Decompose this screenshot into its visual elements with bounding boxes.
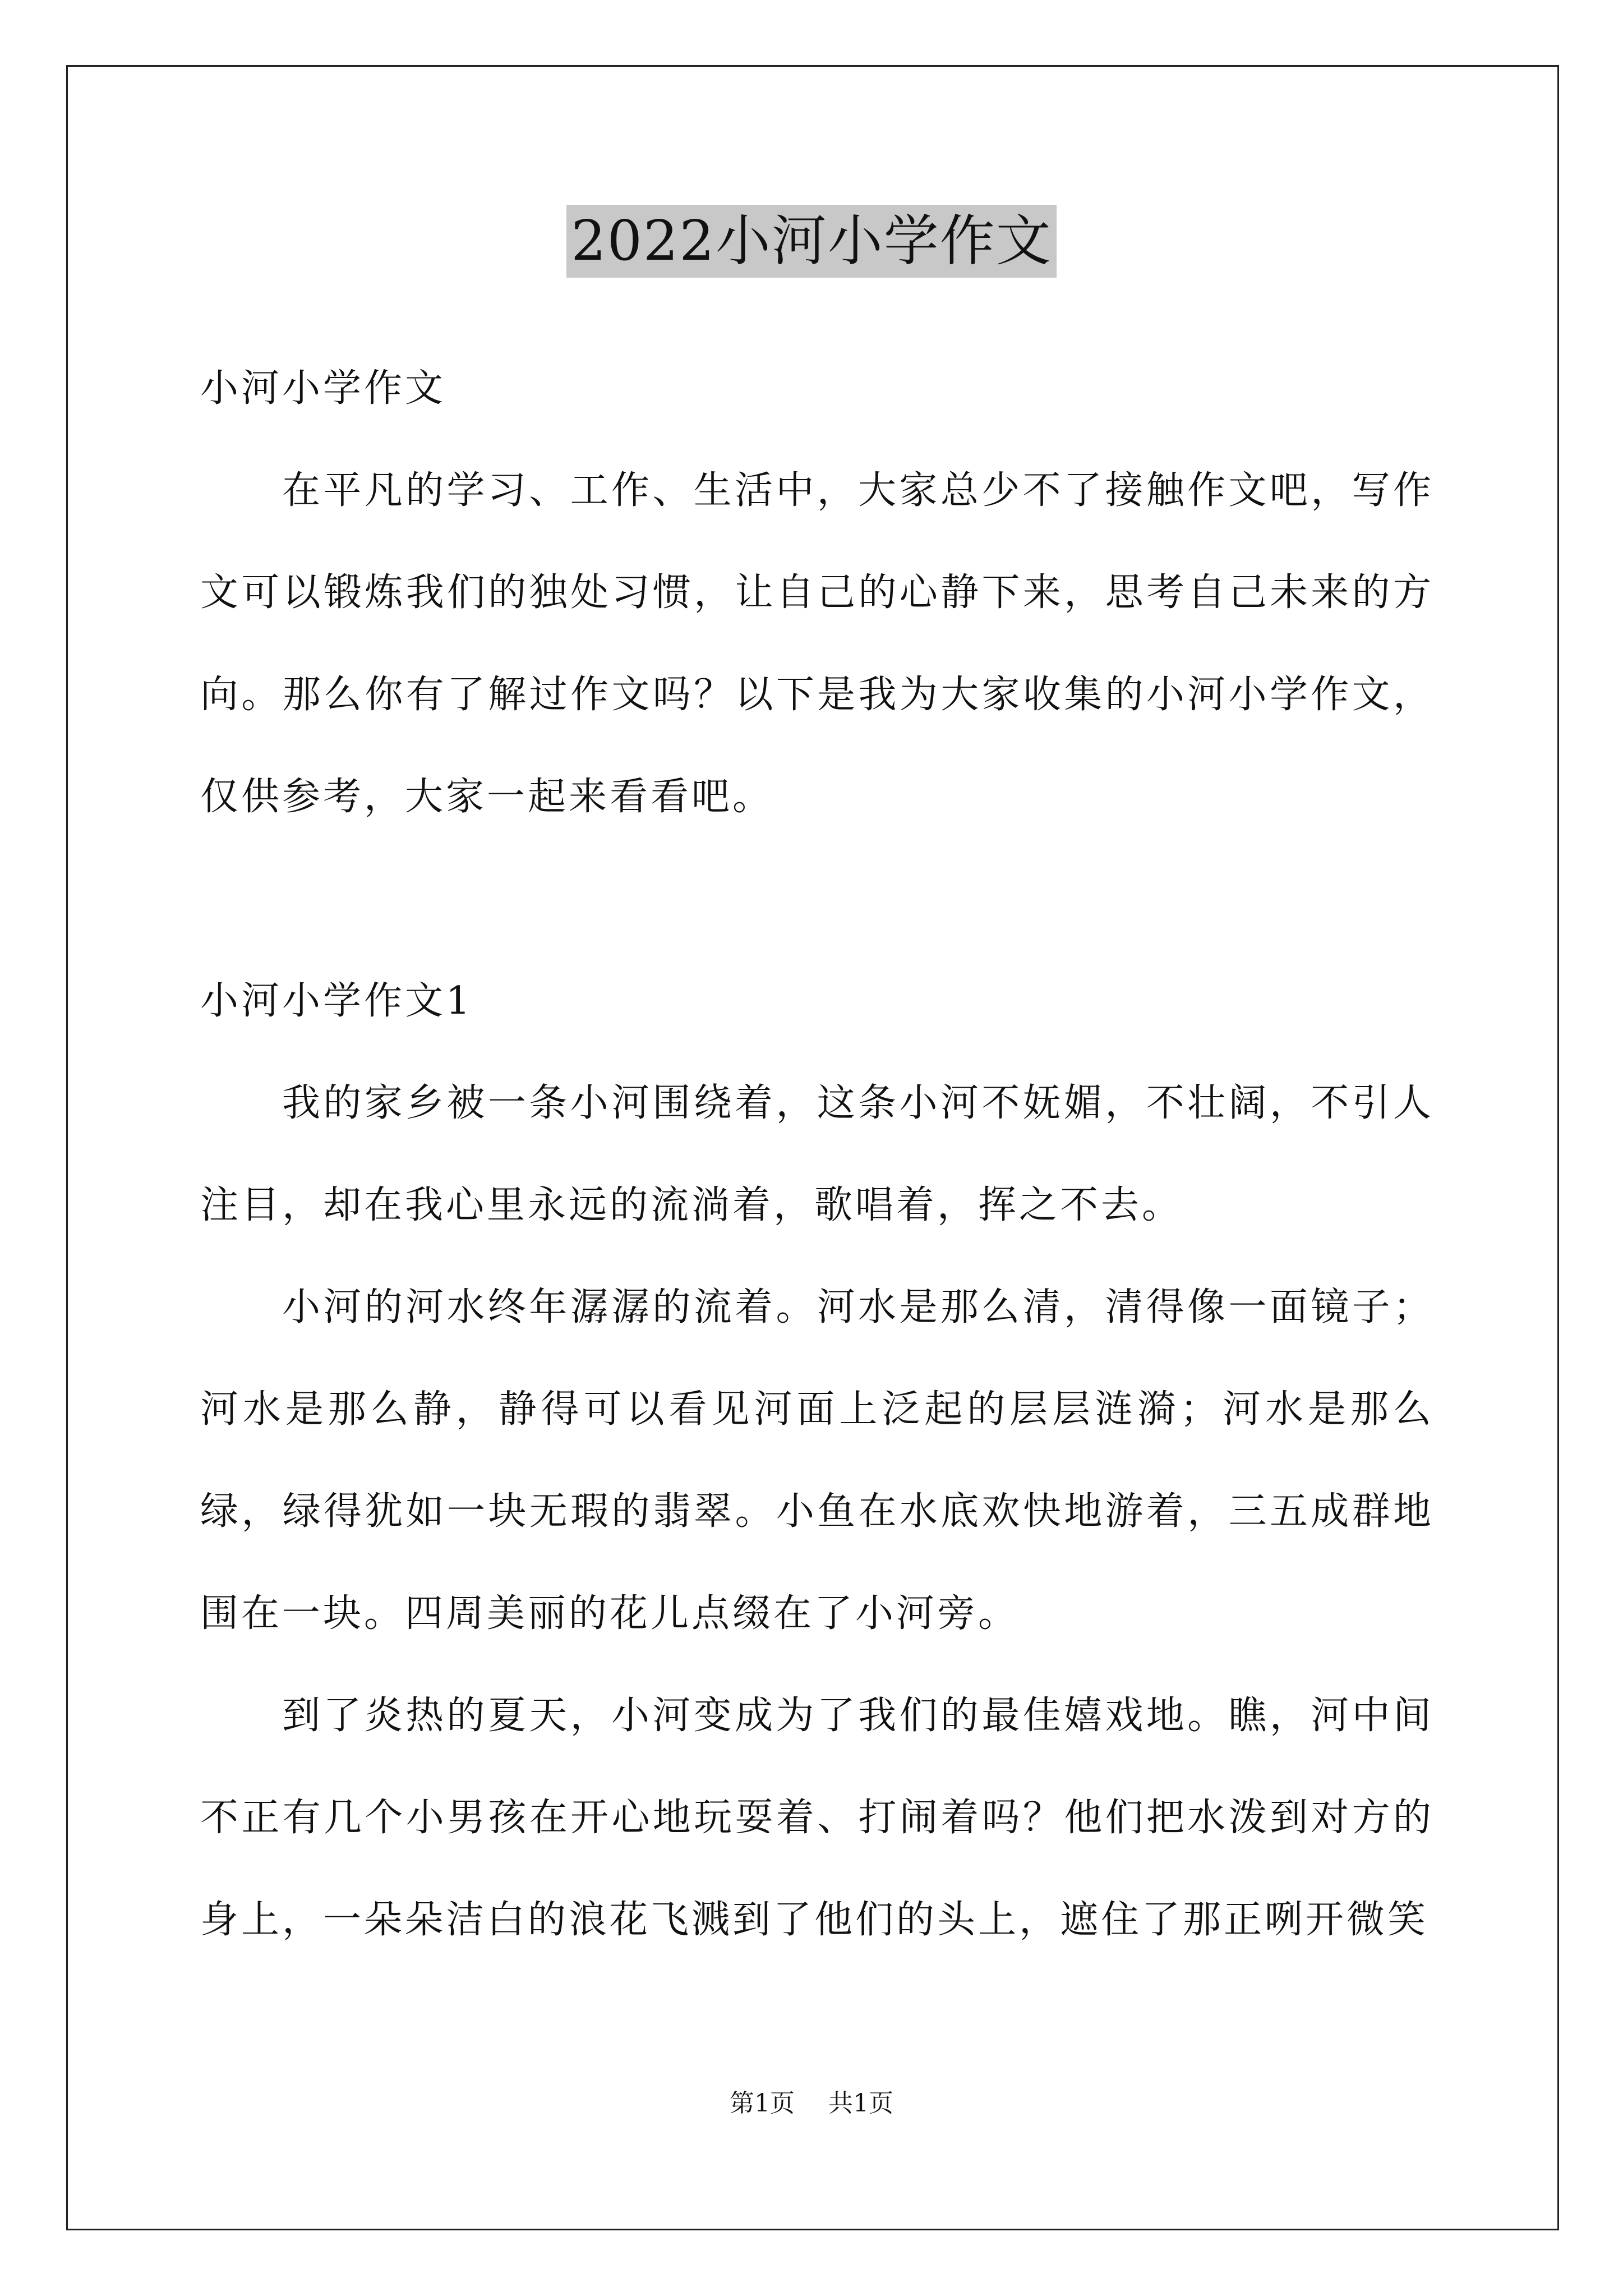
document-title: 2022小河小学作文 xyxy=(566,205,1056,278)
section-spacer xyxy=(200,848,1434,950)
intro-paragraph: 在平凡的学习、工作、生活中，大家总少不了接触作文吧，写作文可以锻炼我们的独处习惯，让自己的心静下来，思考自己未来的方向。那么你有了解过作文吗？以下是我为大家收集的小河小学作文，仅供参考，大家一起来看看吧。 xyxy=(200,468,1434,819)
essay1-paragraph-2: 小河的河水终年潺潺的流着。河水是那么清，清得像一面镜子；河水是那么静，静得可以看见河面上泛起的层层涟漪；河水是那么绿，绿得犹如一块无瑕的翡翠。小鱼在水底欢快地游着，三五成群地围在一块。四周美丽的花儿点缀在了小河旁。 xyxy=(200,1285,1434,1636)
document-body xyxy=(200,338,1434,1971)
essay1-paragraph-3: 到了炎热的夏天，小河变成为了我们的最佳嬉戏地。瞧，河中间不正有几个小男孩在开心地玩耍着、打闹着吗？他们把水泼到对方的身上，一朵朵洁白的浪花飞溅到了他们的头上，遮住了那正咧开微笑 xyxy=(200,1694,1434,1942)
intro-heading: 小河小学作文 xyxy=(200,366,446,411)
title-container xyxy=(0,205,1623,278)
page-number-total: 共1页 xyxy=(828,2089,893,2118)
page-footer xyxy=(0,2087,1623,2120)
essay1-paragraph-1: 我的家乡被一条小河围绕着，这条小河不妩媚，不壮阔，不引人注目，却在我心里永远的流淌着，歌唱着，挥之不去。 xyxy=(200,1081,1434,1227)
page-number-current: 第1页 xyxy=(730,2089,795,2118)
essay1-heading: 小河小学作文1 xyxy=(200,979,473,1023)
